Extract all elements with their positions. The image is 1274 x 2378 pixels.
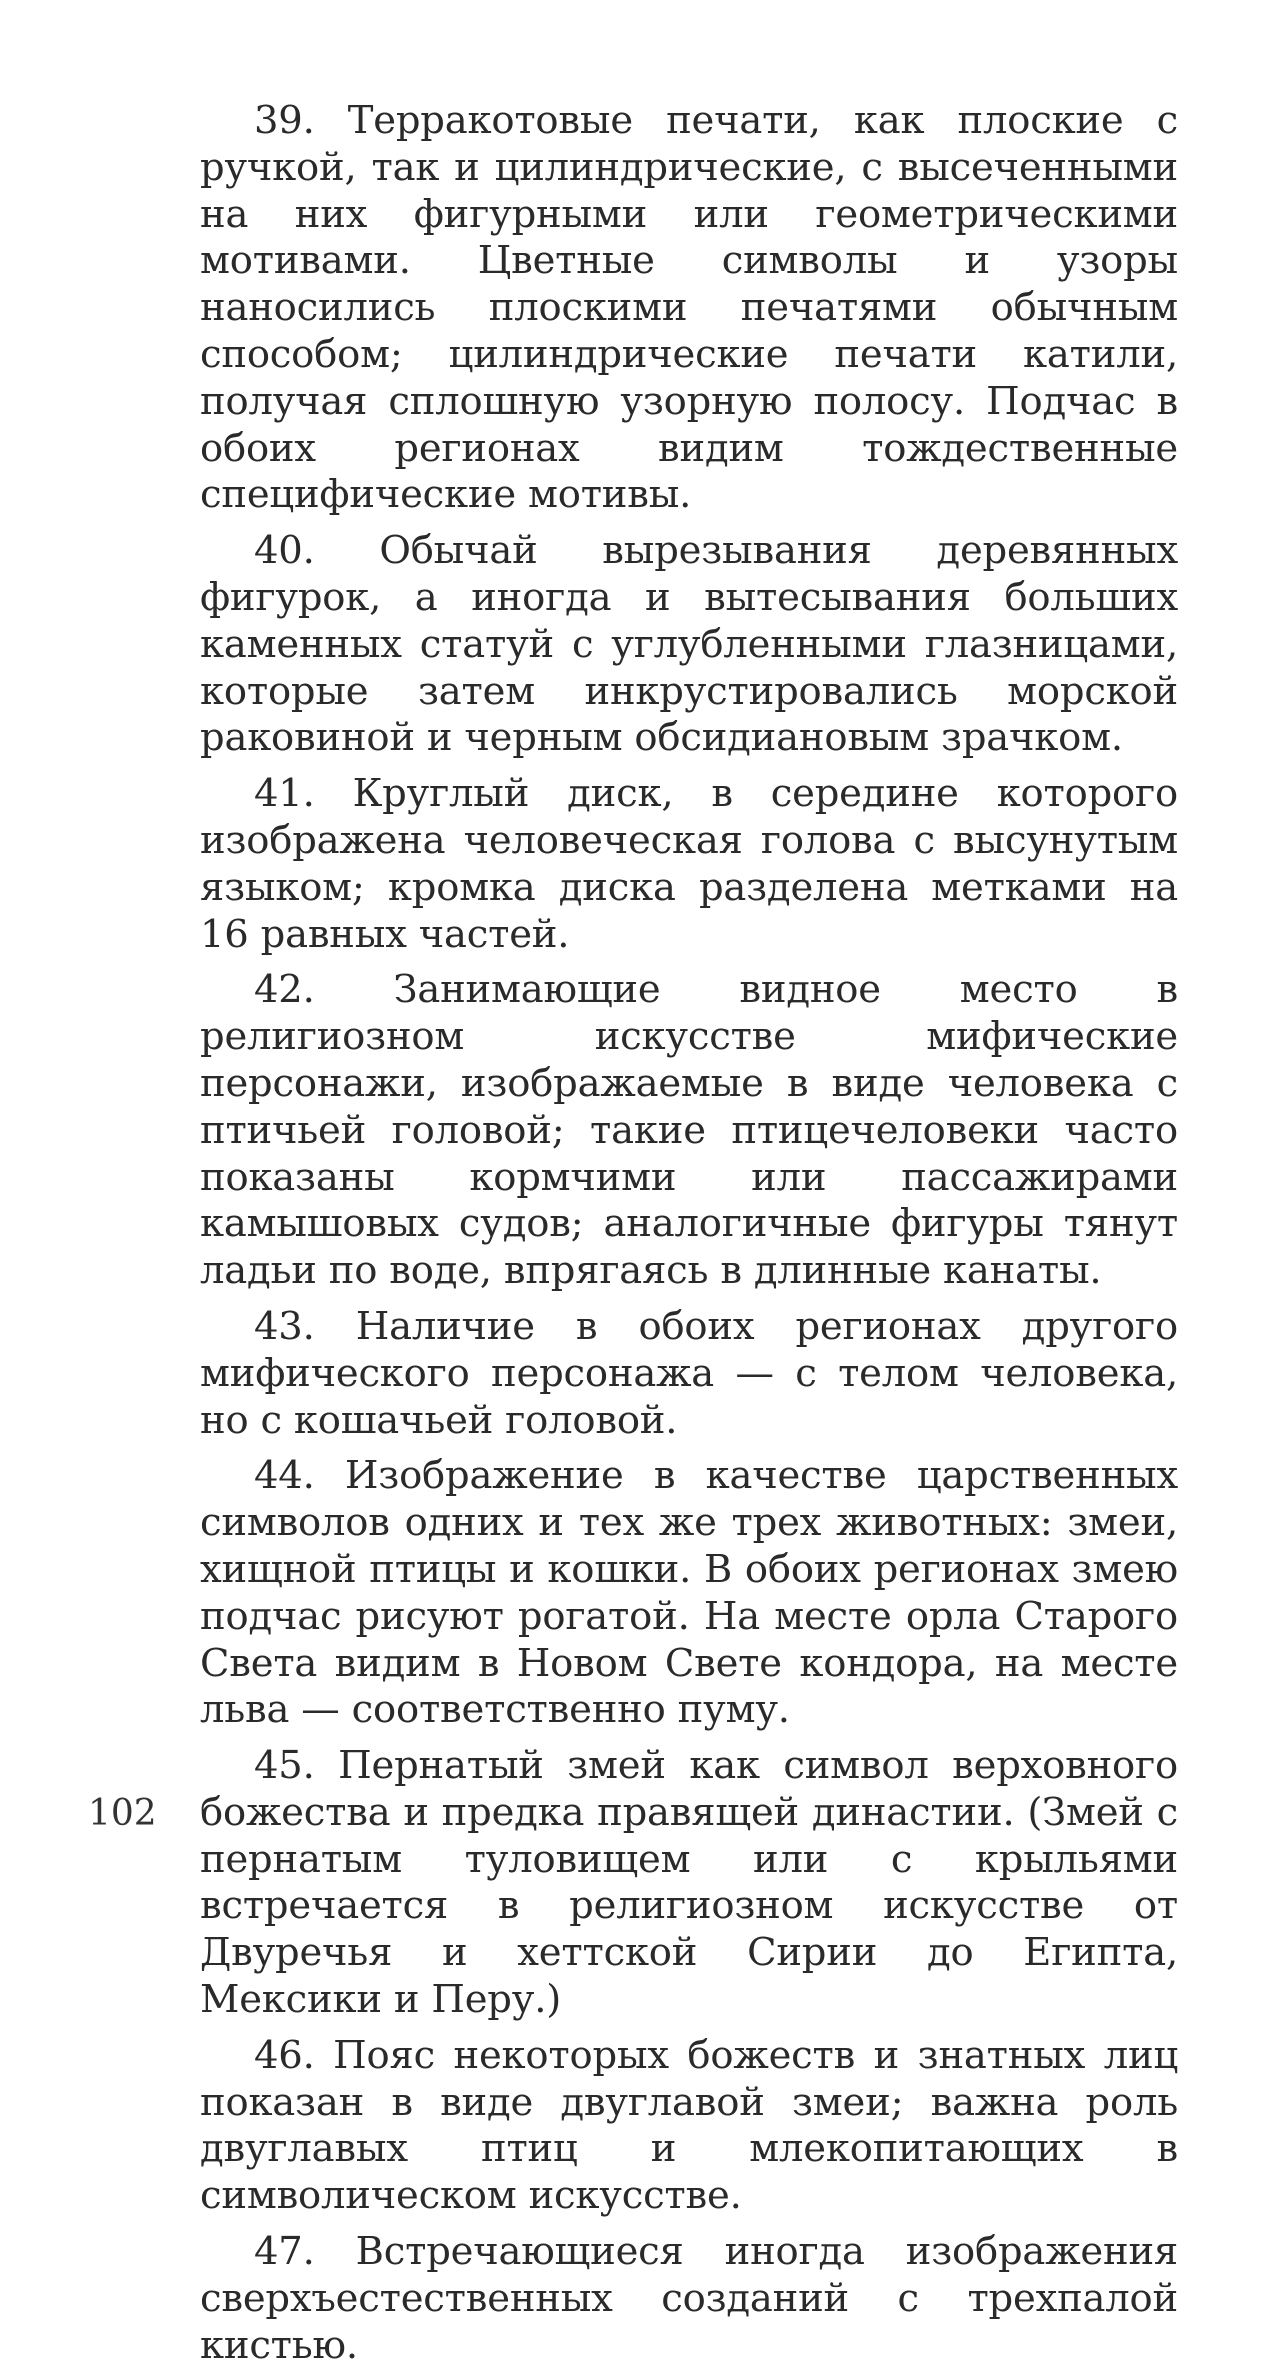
paragraph-42: 42. Занимающие видное место в религиозном искусстве мифические персонажи, изображаемые в виде человека с птичьей головой; такие птицечеловеки часто показаны кормчими или пассажирами камышовых судов; аналогичные фигуры тянут ладьи по воде, впрягаясь в длинные канаты. <box>200 967 1178 1294</box>
paragraph-40: 40. Обычай вырезывания деревянных фигурок, а иногда и вытесывания больших каменных статуй с углубленными глазницами, которые затем инкрустировались морской раковиной и черным обсидиановым зрачком. <box>200 528 1178 761</box>
paragraph-44: 44. Изображение в качестве царственных символов одних и тех же трех животных: змеи, хищной птицы и кошки. В обоих регионах змею подчас рисуют рогатой. На месте орла Старого Света видим в Новом Свете кондора, на месте льва — соответственно пуму. <box>200 1453 1178 1733</box>
paragraph-45: 45. Пернатый змей как символ верховного божества и предка правящей династии. (Змей с пернатым туловищем или с крыльями встречается в религиозном искусстве от Двуречья и хеттской Сирии до Египта, Мексики и Перу.) <box>200 1743 1178 2023</box>
paragraph-46: 46. Пояс некоторых божеств и знатных лиц показан в виде двуглавой змеи; важна роль двуглавых птиц и млекопитающих в символическом искусстве. <box>200 2032 1178 2219</box>
paragraph-41: 41. Круглый диск, в середине которого изображена человеческая голова с высунутым языком; кромка диска разделена метками на 16 равных частей. <box>200 771 1178 957</box>
body-text <box>200 98 1178 2378</box>
paragraph-43: 43. Наличие в обоих регионах другого мифического персонажа — с телом человека, но с кошачьей головой. <box>200 1303 1178 1443</box>
page-number: 102 <box>88 1793 157 1834</box>
paragraph-39: 39. Терракотовые печати, как плоские с ручкой, так и цилиндрические, с высеченными на них фигурными или геометрическими мотивами. Цветные символы и узоры наносились плоскими печатями обычным способом; цилиндрические печати катили, получая сплошную узорную полосу. Подчас в обоих регионах видим тождественные специфические мотивы. <box>200 98 1178 518</box>
paragraph-47: 47. Встречающиеся иногда изображения сверхъестественных созданий с трехпалой кистью. <box>200 2229 1178 2368</box>
